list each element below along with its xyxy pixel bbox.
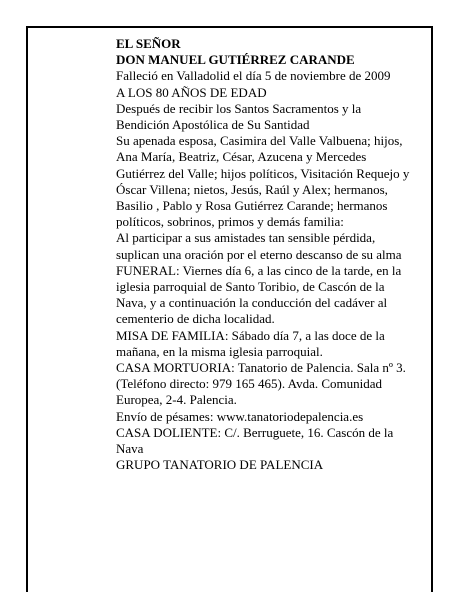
condolences-line: Envío de pésames: www.tanatoriodepalencia.es — [116, 408, 364, 424]
sacraments-paragraph: Después de recibir los Santos Sacramentos y la Bendición Apostólica de Su Santidad — [116, 100, 365, 133]
group-name: GRUPO TANATORIO DE PALENCIA — [116, 457, 324, 473]
obituary-notice — [116, 36, 416, 473]
heading-title: EL SEÑOR — [116, 36, 181, 51]
family-mass-paragraph: MISA DE FAMILIA: Sábado día 7, a las doce de la mañana, en la misma iglesia parroquial. — [116, 327, 388, 359]
age-line: A LOS 80 AÑOS DE EDAD — [116, 84, 267, 100]
prayer-request-paragraph: Al participar a sus amistades tan sensible pérdida, suplican una oración por el eterno descanso de su alma — [116, 230, 402, 262]
funeral-paragraph: FUNERAL: Viernes día 6, a las cinco de la tarde, en la iglesia parroquial de Santo Toribio, de Cascón de la Nava, y a continuación la conducción del cadáver al cementerio de dicha localidad. — [116, 262, 405, 327]
deceased-name: DON MANUEL GUTIÉRREZ CARANDE — [116, 52, 355, 68]
funeral-home-paragraph: CASA MORTUORIA: Tanatorio de Palencia. Sala nº 3. (Teléfono directo: 979 165 465). Avda. Comunidad Europea, 2-4. Palencia. — [116, 360, 410, 408]
family-paragraph: Su apenada esposa, Casimira del Valle Valbuena; hijos, Ana María, Beatriz, César, Azucena y Mercedes Gutiérrez del Valle; hijos políticos, Visitación Requejo y Óscar Villena; nietos, Jesús, Raúl y Alex; hermanos, Basilio , Pablo y Rosa Gutiérrez Carande; hermanos políticos, sobrinos, primos y demás familia: — [116, 133, 413, 230]
death-details: Falleció en Valladolid el día 5 de noviembre de 2009 — [116, 68, 391, 84]
mourning-house-paragraph: CASA DOLIENTE: C/. Berruguete, 16. Cascón de la Nava — [116, 424, 397, 457]
